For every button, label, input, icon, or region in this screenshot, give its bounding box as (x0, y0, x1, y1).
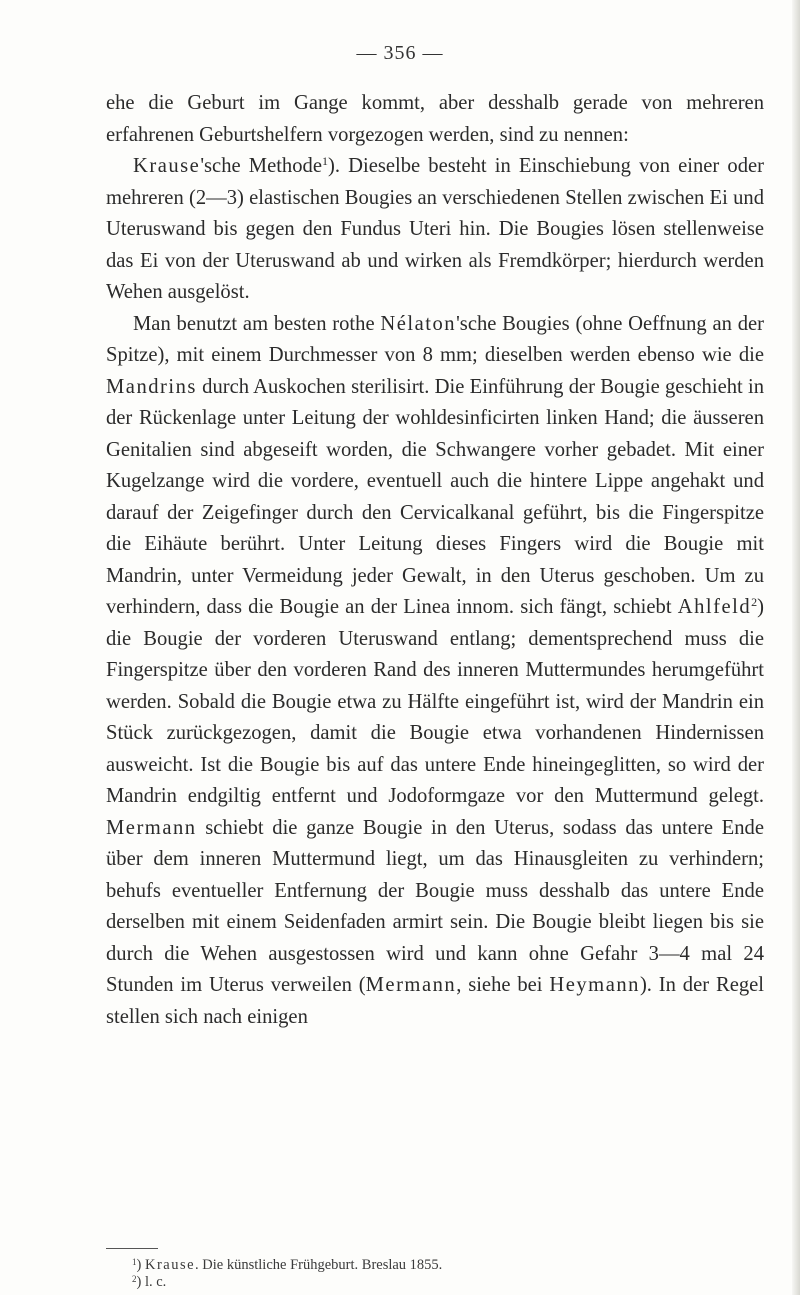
paragraph-3-text-e: schiebt die ganze Bougie in den Uterus, sodass das untere Ende über dem inneren Muttermund liegt, um das Hinausgleiten zu verhindern; behufs eventueller Entfernung der Bougie muss desshalb das untere Ende derselben mit einem Seidenfaden armirt sein. Die Bougie bleibt liegen bis sie durch die Wehen ausgestossen wird und kann ohne Gefahr 3—4 mal 24 Stunden im Uterus verweilen ( (106, 816, 764, 996)
paragraph-3-text-f: , siehe bei (456, 974, 550, 996)
paragraph-3-text-g: ). In der Regel stellen sich nach einigen (106, 974, 764, 1028)
page-edge-shadow (792, 0, 800, 1295)
footnote-2 (132, 1274, 752, 1291)
paragraph-3-text-c: durch Auskochen sterilisirt. Die Einführung der Bougie geschieht in der Rückenlage unter Leitung der wohldesinficirten linken Hand; die äusseren Genitalien sind abgeseift worden, die Schwangere vorher gebadet. Mit einer Kugelzange wird die vordere, eventuell auch die hintere Lippe angehakt und darauf der Zeigefinger durch den Cervicalkanal geführt, bis die Fingerspitze die Eihäute berührt. Unter Leitung dieses Fingers wird die Bougie mit Mandrin, unter Vermeidung jeder Gewalt, in den Uterus geschoben. Um zu verhindern, dass die Bougie an der Linea innom. sich fängt, schiebt (106, 375, 764, 618)
body-text (106, 88, 764, 1033)
footnote-1-text: . Die künstliche Frühgeburt. Breslau 1855. (195, 1257, 443, 1273)
author-name-mermann: Mermann (106, 816, 197, 839)
footnote-divider (106, 1248, 158, 1249)
author-name-heymann: Heymann (549, 974, 640, 996)
footnote-1 (132, 1257, 752, 1274)
footnote-2-mark: 2 (132, 1274, 137, 1284)
author-name-krause: Krause (133, 155, 201, 177)
footnotes (132, 1257, 752, 1291)
paragraph-3-text-a: Man benutzt am besten rothe (133, 312, 381, 335)
term-mandrins: Mandrins (106, 375, 197, 398)
paragraph-2 (106, 151, 764, 309)
author-name-ahlfeld: Ahlfeld (677, 596, 752, 618)
footnote-1-author: Krause (144, 1257, 196, 1273)
footnote-ref-1[interactable]: 1 (321, 154, 328, 168)
paragraph-3 (106, 309, 764, 1034)
paragraph-2-text: ). Dieselbe besteht in Einschiebung von einer oder mehreren (2—3) elastischen Bougies an verschiedenen Stellen zwischen Ei und Uteruswand bis gegen den Fundus Uteri hin. Die Bougies lösen stellenweise das Ei von der Uteruswand ab und wirken als Fremdkörper; hierdurch werden Wehen ausgelöst. (106, 155, 765, 303)
paragraph-3-text-d: ) die Bougie der vorderen Uteruswand entlang; dementsprechend muss die Fingerspitze über den vorderen Rand des inneren Muttermundes herumgeführt werden. Sobald die Bougie etwa zu Hälfte eingeführt ist, wird der Mandrin ein Stück zurückgezogen, damit die Bougie etwa vorhandenen Hindernissen ausweicht. Ist die Bougie bis auf das untere Ende hineingeglitten, so wird der Mandrin endgiltig entfernt und Jodoformgaze vor den Muttermund gelegt. (106, 596, 764, 807)
footnote-2-text: l. c. (141, 1274, 167, 1290)
footnote-2-paren: ) (136, 1274, 142, 1290)
name-nelaton: Nélaton (380, 312, 457, 335)
paragraph-3-text-b: 'sche Bougies (ohne Oeffnung an der Spitze), mit einem Durchmesser von 8 mm; dieselben werden ebenso wie die (106, 312, 764, 366)
author-name-mermann-2: Mermann (365, 974, 457, 996)
paragraph-1: ehe die Geburt im Gange kommt, aber desshalb gerade von mehreren erfahrenen Geburtshelfern vorgezogen werden, sind zu nennen: (106, 92, 764, 146)
paragraph-2-lead: 'sche Methode (200, 155, 322, 177)
footnote-1-paren: ) (136, 1257, 142, 1273)
footnote-1-mark: 1 (132, 1257, 137, 1267)
page-number: — 356 — (356, 42, 444, 64)
footnote-ref-2[interactable]: 2 (751, 595, 758, 609)
